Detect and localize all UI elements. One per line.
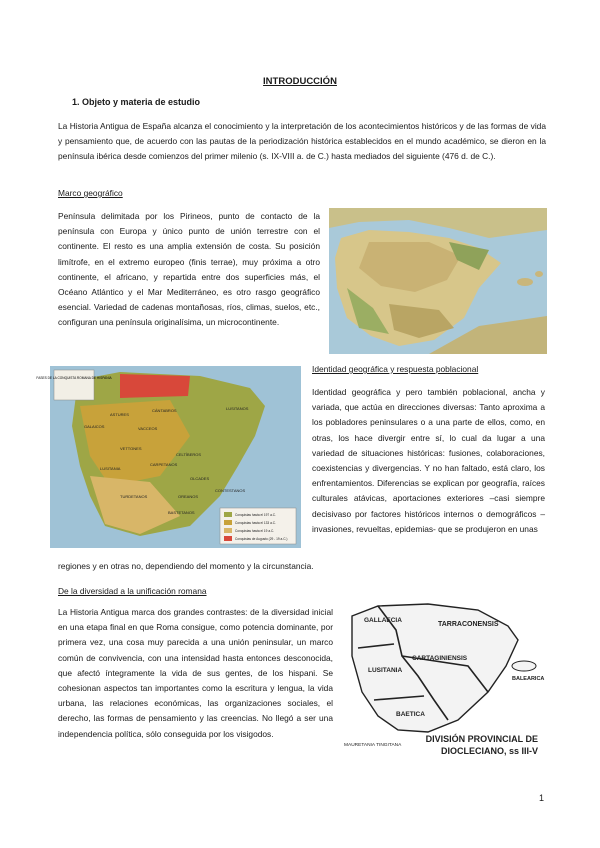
province-label-balearica: BALEARICA: [512, 676, 545, 682]
map-legend-title: FASES DE LA CONQUISTA ROMANA DE HISPANIA: [36, 376, 112, 380]
province-label-gallaecia: GALLAECIA: [364, 617, 402, 624]
people-label: GALAICOS: [84, 424, 105, 429]
diversidad-heading: De la diversidad a la unificación romana: [58, 586, 207, 596]
legend-swatch-2: [224, 520, 232, 525]
province-label-baetica: BAETICA: [396, 711, 425, 718]
legend-swatch-4: [224, 536, 232, 541]
intro-paragraph: La Historia Antigua de España alcanza el conocimiento y la interpretación de los acontecimientos históricos y de las formas de vida y pensamiento que, de acuerdo con las pautas de la periodización histórica establecidos en el mundo académico, se dieron en la península ibérica desde comienzos del primer milenio (s. IX-VIII a. de C.) hasta mediados del siguiente (476 d. de C.).: [58, 121, 546, 162]
legend-label-4: Conquistas de Augusto (29 - 19 a.C.): [235, 537, 288, 541]
marco-heading: Marco geográfico: [58, 188, 123, 198]
people-label: LUSITANIA: [100, 466, 121, 471]
people-label: VACCEOS: [138, 426, 158, 431]
legend-swatch-3: [224, 528, 232, 533]
document-title: INTRODUCCIÓN: [263, 76, 337, 87]
people-label: TURDETANOS: [120, 494, 148, 499]
province-label-mauretania: MAURETANIA TINGITANA: [344, 743, 402, 748]
map-caption-line-1: DIVISIÓN PROVINCIAL DE: [425, 734, 538, 744]
people-label: CELTÍBEROS: [176, 452, 202, 457]
province-label-carthaginiensis: CARTAGINIENSIS: [412, 655, 468, 662]
identidad-heading: Identidad geográfica y respuesta poblacional: [312, 364, 479, 374]
marco-paragraph: Península delimitada por los Pirineos, punto de contacto de la península con Europa y único punto de unión terrestre con el continente. El resto es una amplia extensión de costa. Su posición limítrofe, en el extremo europeo (finis terrae), muy próxima a otro continente, el africano, y repartida entre dos superficies más, el Océano Atlántico y el Mar Mediterráneo, es otro rasgo geográfico esencial. Variedad de cadenas montañosas, ríos, climas, suelos, etc., configuran una península originalísima, un microcontinente.: [58, 211, 320, 328]
balearic-islands: [512, 661, 536, 671]
diversidad-paragraph: La Historia Antigua marca dos grandes contrastes: de la diversidad inicial en una etapa final en que Roma consigue, como potencia dominante, por primera vez, una cosa muy parecida a una unión peninsular, un marco común de convivencia, con una intensidad hasta entonces desconocida, que afectó íntegramente la vida de sus gentes, de los hispani. Se cohesionan aspectos tan importantes como la escritura y lengua, la vida urbana, las relaciones económicas, las organizaciones sociales, el derecho, las formas de pensamiento y las creencias. No llegó a ser una independencia política, sólo conseguida por los visigodos.: [58, 607, 333, 739]
legend-swatch-1: [224, 512, 232, 517]
people-label: OREANOS: [178, 494, 199, 499]
provincial-division-map-image: [338, 596, 550, 764]
people-label: CARPETANOS: [150, 462, 178, 467]
people-label: CÁNTABROS: [152, 408, 177, 413]
identidad-paragraph: Identidad geográfica y pero también poblacional, ancha y variada, que actúa en direcciones diversas: Tanto aproxima a los pobladores peninsulares o a una parte de ellos, como, en otras, los hace divergir entre sí, lo cual da lugar a una variedad de situaciones históricas: fusiones, colaboraciones, coexistencias y divergencias. Y no han faltado, está claro, los enfrentamientos. Diferencias se explican por geografía, raíces culturales atávicas, aportaciones exteriores –casi siempre decisivaso por factores históricos internos o demográficos – invasiones, revueltas, epidemias- que se produjeron en unas: [312, 387, 545, 534]
people-label: BASTETANOS: [168, 510, 195, 515]
people-label: CONTESTANOS: [215, 488, 246, 493]
people-label: VETTONES: [120, 446, 142, 451]
province-label-tarraconensis: TARRACONENSIS: [438, 621, 499, 628]
map-stage4: [120, 374, 190, 398]
section-heading: 1. Objeto y materia de estudio: [72, 97, 201, 107]
people-label: LUSITANOS: [226, 406, 249, 411]
page-number: 1: [538, 793, 544, 803]
map-caption-line-2: DIOCLECIANO, ss III-V: [440, 746, 538, 756]
legend-label-2: Conquistas hasta el 133 a.C.: [235, 521, 276, 525]
legend-label-1: Conquistas hasta el 197 a.C.: [235, 513, 276, 517]
province-label-lusitania: LUSITANIA: [368, 667, 403, 674]
relief-map-image: [329, 208, 547, 354]
identidad-paragraph-continued: regiones y en otras no, dependiendo del momento y la circunstancia.: [58, 561, 314, 571]
people-label: OLCADES: [190, 476, 210, 481]
people-label: ASTURES: [110, 412, 129, 417]
map-legend-title-box: [54, 370, 94, 400]
roman-conquest-map-image: [36, 366, 301, 548]
legend-label-3: Conquistas hasta el 19 a.C.: [235, 529, 275, 533]
